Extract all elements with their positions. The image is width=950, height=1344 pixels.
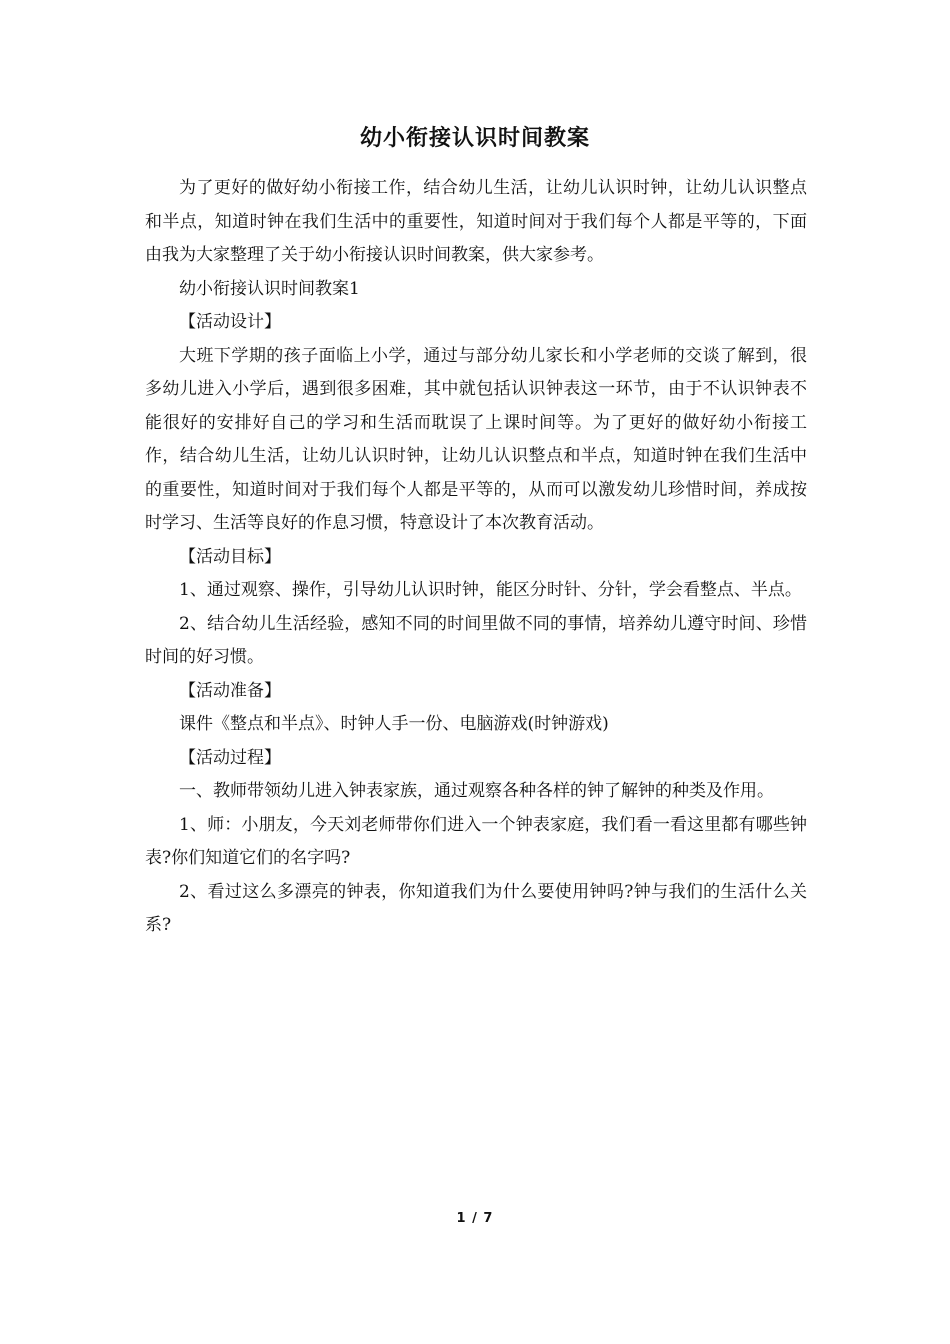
page-indicator: 1 / 7 <box>456 1211 494 1226</box>
section-heading-activity-process: 【活动过程】 <box>179 747 281 768</box>
section-heading-lesson-1: 幼小衔接认识时间教案1 <box>179 278 360 299</box>
document-title: 幼小衔接认识时间教案 <box>359 125 590 151</box>
paragraph-activity-design: 大班下学期的孩子面临上小学，通过与部分幼儿家长和小学老师的交谈了解到，很多幼儿进入小学后，遇到很多困难，其中就包括认识钟表这一环节，由于不认识钟表不能很好的安排好自己的学习和生活而耽误了上课时间等。为了更好的做好幼小衔接工作，结合幼儿生活，让幼儿认识时钟，让幼儿认识整点和半点，知道时钟在我们生活中的重要性，知道时间对于我们每个人都是平等的，从而可以激发幼儿珍惜时间，养成按时学习、生活等良好的作息习惯，特意设计了本次教育活动。 <box>145 345 807 533</box>
document-body <box>145 172 807 943</box>
paragraph-process-1-2: 2、看过这么多漂亮的钟表，你知道我们为什么要使用钟吗?钟与我们的生活什么关系? <box>145 881 807 935</box>
section-heading-activity-design: 【活动设计】 <box>179 312 281 332</box>
paragraph-goal-1: 1、通过观察、操作，引导幼儿认识时钟，能区分时针、分针，学会看整点、半点。 <box>179 580 802 600</box>
paragraph-process-1-1: 1、师：小朋友，今天刘老师带你们进入一个钟表家庭，我们看一看这里都有哪些钟表?你们知道它们的名字吗? <box>145 814 807 868</box>
section-heading-activity-goals: 【活动目标】 <box>179 546 281 567</box>
paragraph-preparation: 课件《整点和半点》、时钟人手一份、电脑游戏(时钟游戏) <box>179 714 609 734</box>
paragraph-process-1: 一、教师带领幼儿进入钟表家族，通过观察各种各样的钟了解钟的种类及作用。 <box>179 781 774 801</box>
paragraph-intro: 为了更好的做好幼小衔接工作，结合幼儿生活，让幼儿认识时钟，让幼儿认识整点和半点，知道时钟在我们生活中的重要性，知道时间对于我们每个人都是平等的，下面由我为大家整理了关于幼小衔接认识时间教案，供大家参考。 <box>145 178 807 265</box>
paragraph-goal-2: 2、结合幼儿生活经验，感知不同的时间里做不同的事情，培养幼儿遵守时间、珍惜时间的好习惯。 <box>145 613 807 667</box>
section-heading-activity-preparation: 【活动准备】 <box>179 680 281 701</box>
